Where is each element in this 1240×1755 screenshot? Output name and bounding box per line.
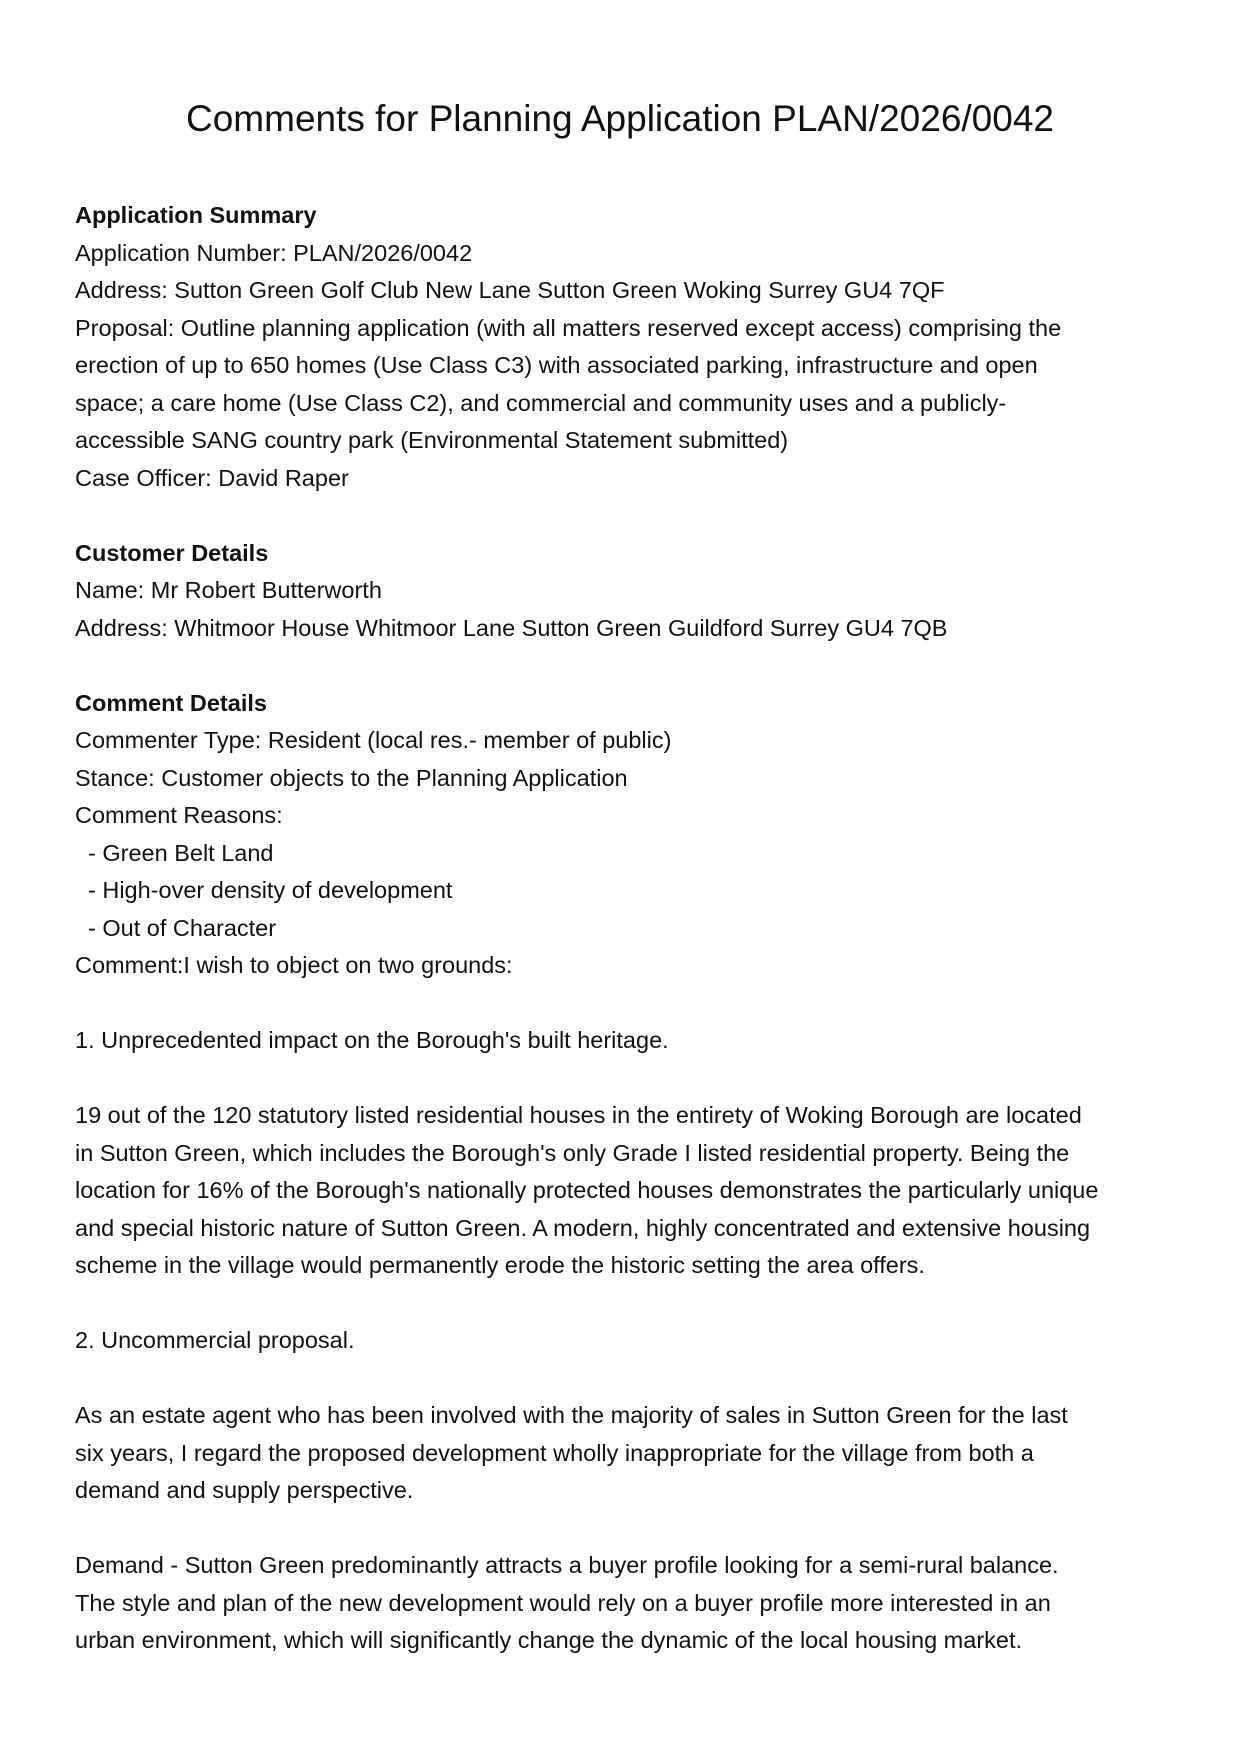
customer-address: Address: Whitmoor House Whitmoor Lane Sutton Green Guildford Surrey GU4 7QB <box>75 614 948 641</box>
point1-heading: 1. Unprecedented impact on the Borough's built heritage. <box>75 1027 669 1053</box>
section-gap <box>75 497 1175 535</box>
point2-line: As an estate agent who has been involved with the majority of sales in Sutton Green for the last <box>75 1402 1068 1428</box>
application-number: Application Number: PLAN/2026/0042 <box>75 239 473 266</box>
comment-reason: - High-over density of development <box>88 877 453 903</box>
paragraph-gap <box>75 1285 1175 1323</box>
paragraph-gap <box>75 1060 1175 1098</box>
customer-details-heading: Customer Details <box>75 539 269 566</box>
stance: Stance: Customer objects to the Planning Application <box>75 764 628 791</box>
commenter-type: Commenter Type: Resident (local res.- member of public) <box>75 727 672 753</box>
proposal-line: Proposal: Outline planning application (with all matters reserved except access) comprising the <box>75 314 1062 341</box>
proposal-line: accessible SANG country park (Environmental Statement submitted) <box>75 427 789 453</box>
application-address: Address: Sutton Green Golf Club New Lane Sutton Green Woking Surrey GU4 7QF <box>75 277 945 303</box>
demand-line: urban environment, which will significantly change the dynamic of the local housing market. <box>75 1627 1023 1653</box>
page-title: Comments for Planning Application PLAN/2026/0042 <box>186 98 1054 139</box>
point1-line: scheme in the village would permanently erode the historic setting the area offers. <box>75 1252 925 1278</box>
document-body <box>75 197 1175 1660</box>
point1-line: and special historic nature of Sutton Green. A modern, highly concentrated and extensive housing <box>75 1214 1091 1241</box>
point1-line: location for 16% of the Borough's nationally protected houses demonstrates the particularly unique <box>75 1177 1099 1203</box>
point1-line: 19 out of the 120 statutory listed residential houses in the entirety of Woking Borough are located <box>75 1102 1082 1128</box>
paragraph-gap <box>75 985 1175 1023</box>
comment-intro: Comment:I wish to object on two grounds: <box>75 952 513 978</box>
demand-line: Demand - Sutton Green predominantly attracts a buyer profile looking for a semi-rural balance. <box>75 1552 1059 1578</box>
demand-line: The style and plan of the new development would rely on a buyer profile more interested in an <box>75 1589 1051 1616</box>
point1-line: in Sutton Green, which includes the Borough's only Grade I listed residential property. Being the <box>75 1139 1070 1166</box>
proposal-line: space; a care home (Use Class C2), and commercial and community uses and a publicly- <box>75 389 1007 416</box>
customer-name: Name: Mr Robert Butterworth <box>75 577 382 603</box>
point2-heading: 2. Uncommercial proposal. <box>75 1327 355 1353</box>
comment-reason: - Green Belt Land <box>88 839 274 866</box>
comment-details-heading: Comment Details <box>75 689 267 716</box>
comment-reason: - Out of Character <box>88 914 277 941</box>
proposal-line: erection of up to 650 homes (Use Class C3) with associated parking, infrastructure and open <box>75 352 1038 378</box>
paragraph-gap <box>75 1510 1175 1548</box>
point2-line: six years, I regard the proposed development wholly inappropriate for the village from both a <box>75 1439 1034 1466</box>
paragraph-gap <box>75 1360 1175 1398</box>
application-summary-heading: Application Summary <box>75 202 317 228</box>
section-gap <box>75 647 1175 685</box>
comment-reasons-label: Comment Reasons: <box>75 802 283 828</box>
case-officer: Case Officer: David Raper <box>75 464 349 491</box>
point2-line: demand and supply perspective. <box>75 1477 414 1503</box>
